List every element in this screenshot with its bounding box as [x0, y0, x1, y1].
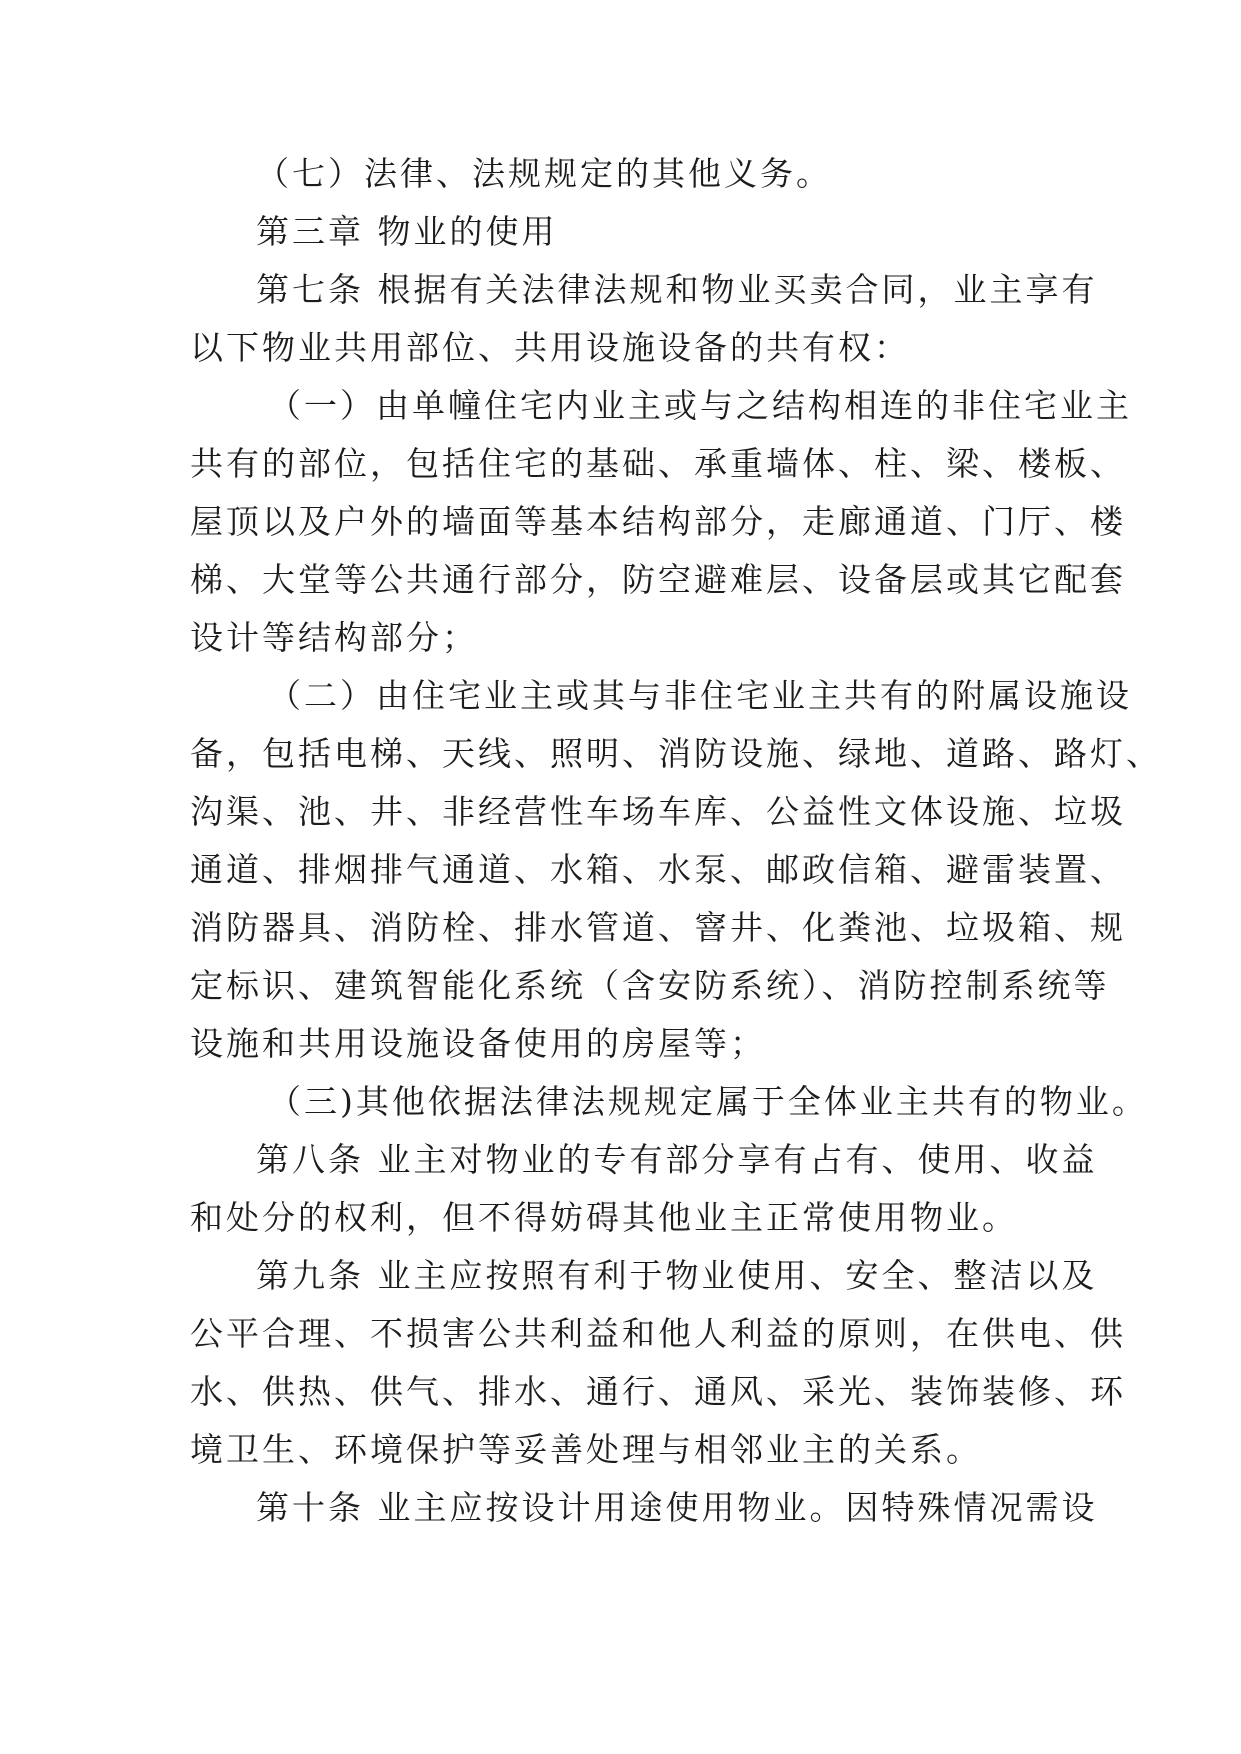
text-line: 屋顶以及户外的墙面等基本结构部分，走廊通道、门厅、楼 [190, 502, 1126, 541]
text-line: （七）法律、法规规定的其他义务。 [256, 154, 832, 193]
text-line: 沟渠、池、井、非经营性车场车库、公益性文体设施、垃圾 [190, 792, 1126, 831]
text-line: 通道、排烟排气通道、水箱、水泵、邮政信箱、避雷装置、 [190, 850, 1126, 889]
article-7-line: 第七条 根据有关法律法规和物业买卖合同，业主享有 [256, 270, 1098, 309]
text-line: 境卫生、环境保护等妥善处理与相邻业主的关系。 [190, 1430, 982, 1469]
item-3-line: （三)其他依据法律法规规定属于全体业主共有的物业。 [268, 1082, 1148, 1121]
text-line: 共有的部位，包括住宅的基础、承重墙体、柱、梁、楼板、 [190, 444, 1126, 483]
item-1-line: （一）由单幢住宅内业主或与之结构相连的非住宅业主 [268, 386, 1132, 425]
text-line: 设施和共用设施设备使用的房屋等； [190, 1024, 766, 1063]
text-line: 定标识、建筑智能化系统（含安防系统）、消防控制系统等 [190, 966, 1110, 1005]
text-line: 消防器具、消防栓、排水管道、窨井、化粪池、垃圾箱、规 [190, 908, 1126, 947]
text-line: 和处分的权利，但不得妨碍其他业主正常使用物业。 [190, 1198, 1018, 1237]
text-line: 以下物业共用部位、共用设施设备的共有权： [190, 328, 910, 367]
item-2-line: （二）由住宅业主或其与非住宅业主共有的附属设施设 [268, 676, 1132, 715]
article-9-line: 第九条 业主应按照有利于物业使用、安全、整洁以及 [256, 1256, 1098, 1295]
text-line: 公平合理、不损害公共利益和他人利益的原则，在供电、供 [190, 1314, 1126, 1353]
text-line: 设计等结构部分； [190, 618, 478, 657]
article-10-line: 第十条 业主应按设计用途使用物业。因特殊情况需设 [256, 1488, 1098, 1527]
chapter-heading: 第三章 物业的使用 [256, 212, 558, 251]
text-line: 梯、大堂等公共通行部分，防空避难层、设备层或其它配套 [190, 560, 1126, 599]
text-line: 水、供热、供气、排水、通行、通风、采光、装饰装修、环 [190, 1372, 1126, 1411]
article-8-line: 第八条 业主对物业的专有部分享有占有、使用、收益 [256, 1140, 1098, 1179]
text-line: 备，包括电梯、天线、照明、消防设施、绿地、道路、路灯、 [190, 734, 1162, 773]
